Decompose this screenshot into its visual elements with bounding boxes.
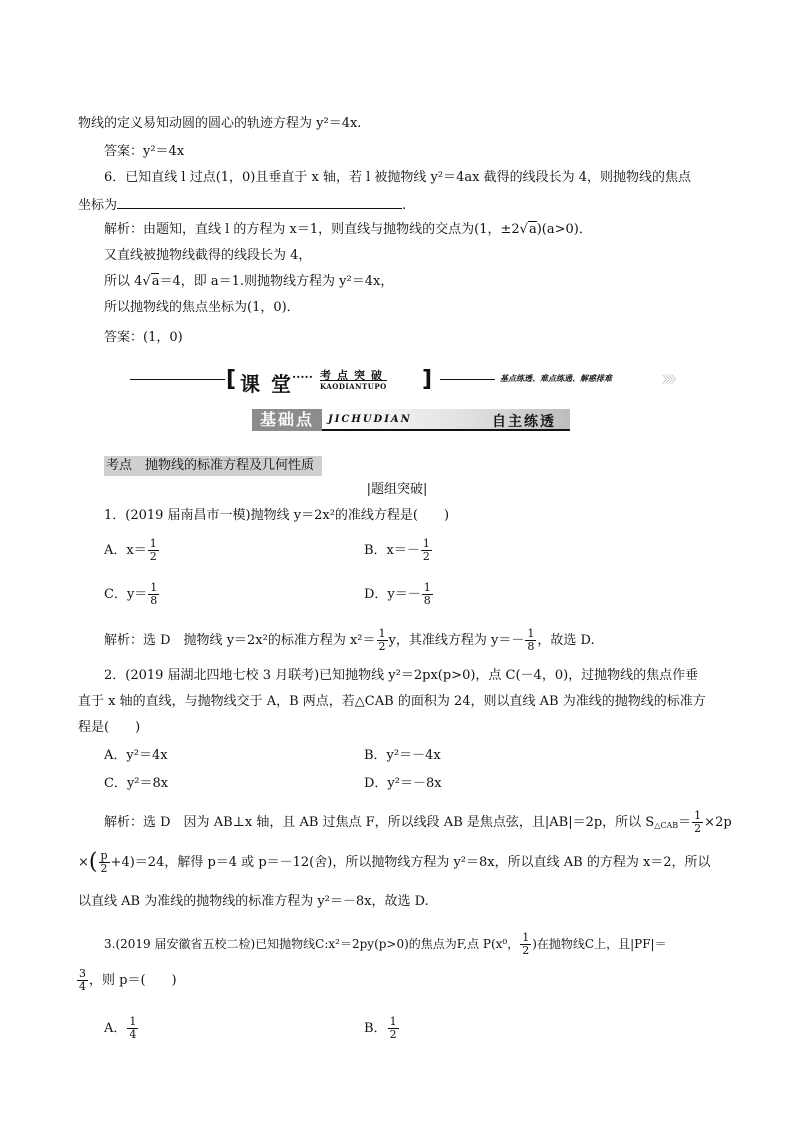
question-1-stem: 1．(2019 届南昌市一模)抛物线 y＝2x²的准线方程是( )	[104, 508, 450, 523]
q1-option-c	[104, 582, 160, 607]
q1-option-a	[104, 538, 160, 563]
banner-kaodian: 考点突破	[320, 369, 388, 382]
subscript: △CAB	[654, 821, 679, 830]
option-label: B．	[364, 1021, 387, 1036]
solution-text-end: ＝4，即 a＝1.则抛物线方程为 y²＝4x，	[159, 274, 394, 289]
option-label: D．y＝－	[364, 587, 421, 602]
fraction	[127, 1016, 138, 1041]
option-label: A．x＝	[104, 543, 147, 558]
banner-tagline: 基点练透、难点练通、解惑排难	[500, 373, 612, 383]
denominator: 2	[378, 640, 386, 653]
solution-6-line-3	[104, 272, 393, 292]
solution-text: 解析：由题知，直线 l 的方程为 x＝1，则直线与抛物线的交点为(1，±2	[104, 222, 520, 237]
denominator: 4	[129, 1028, 137, 1041]
q2-solution-line-3: 以直线 AB 为准线的抛物线的标准方程为 y²＝－8x，故选 D.	[78, 894, 429, 909]
fraction	[422, 582, 433, 607]
numerator: 1	[694, 809, 702, 822]
jichudian-box: 基础点	[252, 409, 322, 431]
sqrt-sign: √	[519, 222, 528, 237]
solution-text-end: ，故选 D.	[537, 633, 595, 648]
q2-solution-line-2	[78, 850, 711, 875]
solution-text-end: +4)＝24，解得 p＝4 或 p＝－12(舍)，所以抛物线方程为 y²＝8x，所以直线 AB 的方程为 x＝2，所以	[110, 855, 711, 870]
question-3-line-2	[76, 968, 177, 993]
numerator: 1	[423, 581, 431, 594]
denominator: 8	[150, 594, 158, 607]
answer-line: 答案：y²＝4x	[104, 144, 185, 159]
question-2-line-2: 直于 x 轴的直线，与抛物线交于 A，B 两点，若△CAB 的面积为 24，则以直线 AB 为准线的抛物线的标准方	[78, 694, 706, 709]
sqrt-sign: √	[142, 274, 151, 289]
denominator: 2	[522, 944, 530, 957]
numerator: 1	[378, 627, 386, 640]
fraction	[148, 582, 159, 607]
banner-bracket-left: [	[226, 367, 237, 392]
question-6-line-2	[78, 194, 406, 216]
banner-dots: ·····	[292, 370, 313, 384]
option-label: C．y＝	[104, 587, 148, 602]
solution-text: y，其准线方程为 y＝－	[388, 633, 525, 648]
denominator: 2	[100, 862, 108, 875]
denominator: 2	[422, 550, 430, 563]
sqrt-arg: a	[528, 222, 537, 237]
fraction	[692, 810, 703, 835]
q2-option-d: D．y²＝－8x	[364, 776, 442, 791]
solution-6-line-1	[104, 220, 592, 240]
question-6-line-1: 6．已知直线 l 过点(1，0)且垂直于 x 轴，若 l 被抛物线 y²＝4ax 截得的线段长为 4，则抛物线的焦点	[104, 170, 691, 185]
numerator: 1	[389, 1015, 397, 1028]
fraction	[148, 538, 159, 563]
numerator: 1	[422, 537, 430, 550]
q3-option-a	[104, 1016, 139, 1041]
q2-option-a: A．y²＝4x	[104, 748, 168, 763]
banner-kaodian-en: KAODIANTUPO	[320, 382, 387, 391]
banner-bracket-right: ]	[422, 367, 433, 392]
question-text-end: )在抛物线C上，且|PF|＝	[532, 937, 667, 951]
q2-solution-line-1	[104, 810, 732, 836]
solution-eq: ＝	[678, 815, 692, 830]
numerator: 1	[522, 931, 530, 944]
fraction	[377, 628, 388, 653]
fraction	[388, 1016, 399, 1041]
denominator: 2	[149, 550, 157, 563]
section-banner	[130, 366, 690, 394]
blank-label: 坐标为	[78, 198, 118, 213]
answer-blank	[117, 194, 402, 209]
solution-text: ×	[78, 855, 89, 870]
q2-option-c: C．y²＝8x	[104, 776, 169, 791]
answer-line: 答案：(1，0)	[104, 330, 183, 345]
q1-option-d	[364, 582, 434, 607]
solution-text: 所以 4	[104, 274, 143, 289]
solution-6-line-4: 所以抛物线的焦点坐标为(1，0)．	[104, 300, 300, 315]
solution-text: 解析：选 D 抛物线 y＝2x²的标准方程为 x²＝	[104, 633, 376, 648]
text-line: 物线的定义易知动圆的圆心的轨迹方程为 y²＝4x.	[78, 116, 362, 131]
kaodian-title: 考点 抛物线的标准方程及几何性质	[104, 456, 322, 476]
jichudian-header	[252, 409, 570, 431]
paren-open: (	[88, 849, 98, 875]
question-text: 3.(2019 届安徽省五校二检)已知抛物线C:x²＝2py(p>0)的焦点为F,点 P	[104, 937, 491, 951]
banner-rule-right	[440, 379, 495, 380]
denominator: 2	[389, 1028, 397, 1041]
sqrt-arg: a	[151, 274, 160, 289]
fraction	[99, 850, 110, 875]
question-2-line-1: 2．(2019 届湖北四地七校 3 月联考)已知抛物线 y²＝2px(p>0)，点 C(－4，0)，过抛物线的焦点作垂	[104, 668, 699, 683]
solution-text-end: )(a>0)．	[536, 222, 592, 237]
solution-6-line-2: 又直线被抛物线截得的线段长为 4，	[104, 248, 312, 263]
jichudian-en: JICHUDIAN	[328, 414, 412, 425]
banner-rule-left	[130, 379, 225, 380]
question-3-line-1	[104, 932, 667, 957]
fraction	[421, 538, 432, 563]
question-text-end: ，则 p＝( )	[89, 973, 177, 988]
numerator: 1	[129, 1015, 137, 1028]
fraction	[77, 968, 88, 993]
denominator: 2	[694, 822, 702, 835]
option-label: B．x＝－	[364, 543, 420, 558]
fraction	[525, 628, 536, 653]
numerator: 1	[149, 537, 157, 550]
point-coord: (x⁰，	[490, 937, 520, 951]
solution-text-end: ×2p	[704, 815, 732, 830]
numerator: 3	[79, 967, 86, 980]
fraction	[520, 932, 531, 957]
q2-option-b: B．y²＝－4x	[364, 748, 441, 763]
banner-ketang: 课 堂	[240, 372, 293, 396]
q1-solution	[104, 628, 595, 653]
q3-option-b	[364, 1016, 400, 1041]
numerator: p	[100, 849, 108, 862]
denominator: 8	[527, 640, 535, 653]
denominator: 8	[423, 594, 431, 607]
q1-option-b	[364, 538, 433, 563]
numerator: 1	[150, 581, 158, 594]
tizu-heading: |题组突破|	[366, 482, 428, 497]
solution-text: 解析：选 D 因为 AB⊥x 轴，且 AB 过焦点 F，所以线段 AB 是焦点弦，且|AB|＝2p，所以 S	[104, 815, 655, 830]
jichudian-zh: 自主练透	[492, 414, 556, 430]
option-label: A．	[104, 1021, 127, 1036]
blank-end: .	[402, 198, 407, 213]
denominator: 4	[79, 980, 86, 993]
numerator: 1	[527, 627, 535, 640]
banner-arrows-icon: 〉〉〉〉	[662, 375, 679, 386]
question-2-line-3: 程是( )	[78, 720, 141, 735]
